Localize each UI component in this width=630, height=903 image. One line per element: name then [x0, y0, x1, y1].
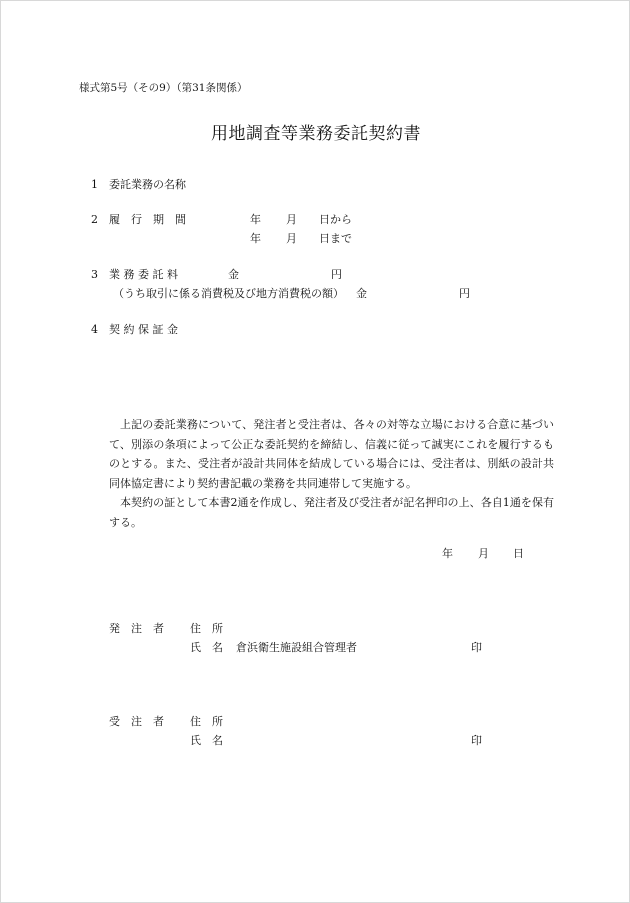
contract-body: [109, 415, 554, 532]
item2-number: 2: [91, 213, 98, 226]
item4-label: 契 約 保 証 金: [109, 323, 178, 336]
item2-end-month: 月: [286, 232, 297, 245]
document-title: 用地調査等業務委託契約書: [211, 124, 421, 144]
orderer-name-label: 氏 名: [190, 641, 223, 654]
orderer-role: 発 注 者: [109, 622, 164, 635]
contractor-role: 受 注 者: [109, 715, 164, 728]
item1-label: 委託業務の名称: [109, 178, 186, 191]
item3-tax-label: （うち取引に係る消費税及び地方消費税の額）: [113, 287, 344, 300]
item3-kin: 金: [228, 268, 239, 281]
item3-label: 業 務 委 託 料: [109, 268, 178, 281]
date-day: 日: [513, 547, 524, 560]
item2-end-day: 日まで: [319, 232, 352, 245]
item2-end-year: 年: [250, 232, 261, 245]
item2-start-year: 年: [250, 213, 261, 226]
body-paragraph-1: 上記の委託業務について、発注者と受注者は、各々の対等な立場における合意に基づいて、別添の条項によって公正な委託契約を締結し、信義に従って誠実にこれを履行するものとする。また、受注者が設計共同体を結成している場合には、受注者は、別紙の設計共同体協定書により契約書記載の業務を共同連帯して実施する。: [109, 418, 554, 490]
item2-start-month: 月: [286, 213, 297, 226]
item4-number: 4: [91, 323, 98, 336]
contractor-address-label: 住 所: [190, 715, 223, 728]
orderer-seal: 印: [471, 641, 482, 654]
contractor-name-label: 氏 名: [190, 734, 223, 747]
item1-number: 1: [91, 178, 98, 191]
item3-number: 3: [91, 268, 98, 281]
orderer-name-value: 倉浜衛生施設組合管理者: [236, 641, 357, 654]
orderer-address-label: 住 所: [190, 622, 223, 635]
form-number: 様式第5号（その9）（第31条関係）: [79, 82, 248, 94]
item2-start-day: 日から: [319, 213, 352, 226]
item3-yen: 円: [331, 268, 342, 281]
item3-tax-yen: 円: [459, 287, 470, 300]
body-paragraph-2: 本契約の証として本書2通を作成し、発注者及び受注者が記名押印の上、各自1通を保有する。: [109, 496, 554, 529]
date-year: 年: [442, 547, 453, 560]
item2-label: 履 行 期 間: [109, 213, 186, 226]
item3-tax-kin: 金: [356, 287, 367, 300]
date-month: 月: [478, 547, 489, 560]
contractor-seal: 印: [471, 734, 482, 747]
